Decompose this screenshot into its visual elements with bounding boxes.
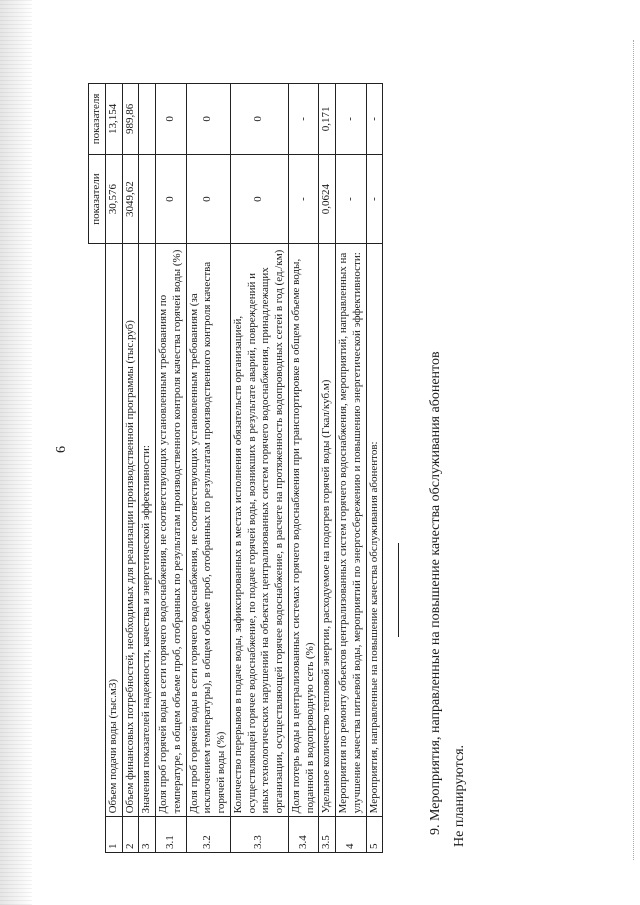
row-value-1: - (336, 154, 367, 244)
row-value-1: - (366, 154, 383, 244)
row-indicator-name: Объем финансовых потребностей, необходимых для реализации производственной программы (тыс.руб) (122, 244, 139, 817)
row-indicator-name: Мероприятия, направленные на повышение качества обслуживания абонентов: (366, 244, 383, 817)
row-indicator-name: Значения показателей надежности, качества и энергетической эффективности: (139, 244, 156, 817)
table-row (336, 84, 367, 853)
row-value-2: 0 (156, 84, 187, 155)
table-row (105, 84, 122, 853)
row-value-1: 0 (230, 154, 288, 244)
row-value-2: 0 (230, 84, 288, 155)
row-number: 3.2 (186, 817, 230, 853)
page-number: 6 (54, 446, 69, 453)
row-value-1: - (288, 154, 319, 244)
header-col3: показатели (89, 154, 106, 244)
row-indicator-name: Удельное количество тепловой энергии, расходуемое на подогрев горячей воды (Гкал/куб.м) (319, 244, 336, 817)
row-value-1: 0,0624 (319, 154, 336, 244)
row-indicator-name: Мероприятия по ремонту объектов централизованных систем горячего водоснабжения, мероприятий, направленных на улучшение качества питьевой воды, мероприятий по энергосбережению и повышению энергетической эффективности: (336, 244, 367, 817)
row-value-2: - (366, 84, 383, 155)
table-row (366, 84, 383, 853)
row-value-1: 3049,62 (122, 154, 139, 244)
row-value-2: 0,171 (319, 84, 336, 155)
row-value-1 (139, 154, 156, 244)
section-title: 9. Мероприятия, направленные на повышение качества обслуживания абонентов (428, 351, 443, 835)
row-value-1: 0 (156, 154, 187, 244)
row-value-2: 13,154 (105, 84, 122, 155)
section-body: Не планируются. (452, 744, 467, 847)
row-number: 1 (105, 817, 122, 853)
table-row (139, 84, 156, 853)
production-program-table (88, 83, 383, 853)
row-number: 3.5 (319, 817, 336, 853)
row-number: 3.3 (230, 817, 288, 853)
row-number: 3.1 (156, 817, 187, 853)
row-number: 5 (366, 817, 383, 853)
table-row (319, 84, 336, 853)
row-value-2 (139, 84, 156, 155)
row-indicator-name: Доля проб горячей воды в сети горячего водоснабжения, не соответствующих установленным требованиям (за исключением температуры), в общем объеме проб, отобранных по результатам производственного контроля качества горячей воды (%) (186, 244, 230, 817)
table-row (122, 84, 139, 853)
table-row (230, 84, 288, 853)
row-value-2: - (336, 84, 367, 155)
row-number: 3 (139, 817, 156, 853)
table-header-row (89, 84, 106, 853)
row-number: 2 (122, 817, 139, 853)
row-number: 3.4 (288, 817, 319, 853)
row-value-2: - (288, 84, 319, 155)
table-row (288, 84, 319, 853)
row-indicator-name: Доля проб горячей воды в сети горячего водоснабжения, не соответствующих установленным требованиям по температуре, в общем объеме проб, отобранных по результатам производственного контроля качества горячей воды (%) (156, 244, 187, 817)
header-col4: показателя (89, 84, 106, 155)
row-indicator-name: Доля потерь воды в централизованных системах горячего водоснабжения при транспортировке в общем объеме воды, поданной в водопроводную сеть (%) (288, 244, 319, 817)
row-indicator-name: Количество перерывов в подаче воды, зафиксированных в местах исполнения обязательств организацией, осуществляющей горячее водоснабжение, по подаче горячей воды, возникших в результате аварий, повреждений и иных технологических нарушений на объектах централизованных систем горячего водоснабжения, принадлежащих организации, осуществляющей горячее водоснабжение, в расчете на протяженность водопроводных сетей в год (ед./км) (230, 244, 288, 817)
table-row (156, 84, 187, 853)
row-value-1: 30,576 (105, 154, 122, 244)
row-number: 4 (336, 817, 367, 853)
row-value-2: 0 (186, 84, 230, 155)
table-row (186, 84, 230, 853)
row-value-2: 989,86 (122, 84, 139, 155)
horizontal-rule (398, 543, 399, 637)
row-indicator-name: Объем подачи воды (тыс.м3) (105, 244, 122, 817)
row-value-1: 0 (186, 154, 230, 244)
